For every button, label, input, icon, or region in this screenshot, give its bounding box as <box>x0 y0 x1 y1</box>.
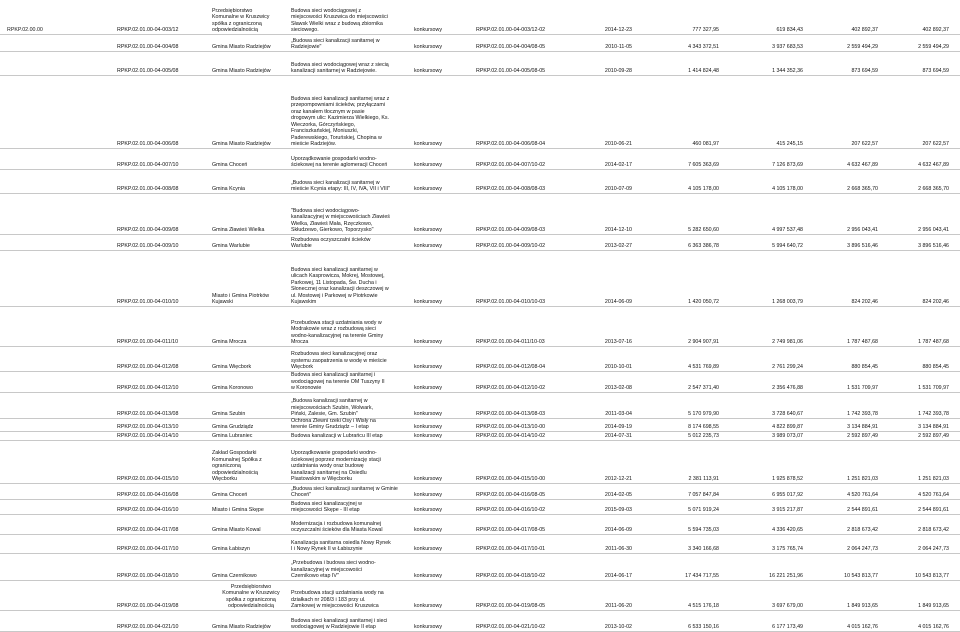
eu-cofinancing-cell: 3 896 516,46 <box>847 243 878 250</box>
total-value-cell: 5 012 235,73 <box>688 433 719 440</box>
project-id-cell: RPKP.02.01.00-04-018/10 <box>117 573 179 580</box>
total-value-cell: 460 081,97 <box>692 141 719 148</box>
eligible-value-cell: 1 925 878,52 <box>772 476 803 483</box>
beneficiary-cell: Gmina Choceń <box>212 162 248 169</box>
project-id-cell: RPKP.02.01.00-04-006/08 <box>117 141 179 148</box>
project-id-cell: RPKP.02.01.00-04-019/08 <box>117 603 179 610</box>
project-title-cell: Rozbudowa oczyszczalni ścieków Warlubie <box>291 236 371 250</box>
contract-id-cell: RPKP.02.01.00-04-015/10-00 <box>476 476 546 483</box>
eu-cofinancing-cell: 2 064 247,73 <box>847 546 878 553</box>
project-title-cell: „Budowa sieci kanalizacji sanitarnej w Radziejowie" <box>291 37 380 51</box>
table-row <box>0 346 960 372</box>
project-title-cell: Przebudowa stacji uzdatniania wody na działkach nr 208/3 i 183 przy ul. Zamkowej w miejscowości Kruszwica <box>291 590 384 610</box>
project-id-cell: RPKP.02.01.00-04-012/10 <box>117 385 179 392</box>
contract-id-cell: RPKP.02.01.00-04-016/08-05 <box>476 492 546 499</box>
contract-id-cell: RPKP.02.01.00-04-007/10-02 <box>476 162 546 169</box>
signing-date-cell: 2010-06-21 <box>604 141 632 148</box>
project-id-cell: RPKP.02.01.00-04-012/08 <box>117 364 179 371</box>
total-value-cell: 1 414 824,48 <box>688 68 719 75</box>
eu-cofinancing-total-cell: 3 134 884,91 <box>918 424 949 431</box>
beneficiary-cell: Gmina Łabiszyn <box>212 546 250 553</box>
eligible-value-cell: 3 697 679,00 <box>772 603 803 610</box>
selection-mode-cell: konkursowy <box>414 186 442 193</box>
beneficiary-cell: Gmina Grudziądz <box>212 424 254 431</box>
selection-mode-cell: konkursowy <box>414 476 442 483</box>
contract-id-cell: RPKP.02.01.00-04-014/10-02 <box>476 433 546 440</box>
project-title-cell: „Budowa sieci kanalizacji sanitarnej w mieście Kcynia etapy: III, IV, IVA, VII i VIII" <box>291 179 391 193</box>
project-title-cell: Ochrona Zlewni rzeki Osy i Wisły na terenie Gminy Grudziądz – I etap <box>291 417 376 431</box>
total-value-cell: 1 420 050,72 <box>688 299 719 306</box>
eu-cofinancing-cell: 824 202,46 <box>851 299 878 306</box>
total-value-cell: 5 071 919,24 <box>688 507 719 514</box>
contract-id-cell: RPKP.02.01.00-04-004/08-05 <box>476 44 546 51</box>
eu-cofinancing-total-cell: 4 632 467,89 <box>918 162 949 169</box>
eligible-value-cell: 619 834,43 <box>776 27 803 34</box>
signing-date-cell: 2010-07-09 <box>604 186 632 193</box>
eu-cofinancing-total-cell: 2 592 897,49 <box>918 433 949 440</box>
signing-date-cell: 2012-12-21 <box>604 476 632 483</box>
eu-cofinancing-total-cell: 402 892,37 <box>922 27 949 34</box>
eu-cofinancing-cell: 4 632 467,89 <box>847 162 878 169</box>
contract-id-cell: RPKP.02.01.00-04-019/08-05 <box>476 603 546 610</box>
project-title-cell: „Budowa sieci kanalizacji sanitarnej w Gminie Choceń" <box>291 485 398 499</box>
eu-cofinancing-total-cell: 2 544 891,61 <box>918 507 949 514</box>
table-row <box>0 51 960 76</box>
eu-cofinancing-total-cell: 2 818 673,42 <box>918 527 949 534</box>
total-value-cell: 6 533 150,16 <box>688 624 719 631</box>
table-row <box>0 75 960 149</box>
table-row <box>0 553 960 581</box>
project-title-cell: Budowa sieci kanalizacji sanitarnej wraz z przepompowniami ścieków, przyłączami oraz kanałem tłocznym w pasie drogowym ulic: Kazimierza Wielkiego, Ks. Wieczorka, Górczyńskiego, Franciszkańskiej, Moniuszki, Paderewskiego, Toruńskiej, Chopina w mieście Radziejów. <box>291 95 390 148</box>
signing-date-cell: 2014-07-31 <box>604 433 632 440</box>
contract-id-cell: RPKP.02.01.00-04-003/12-02 <box>476 27 546 34</box>
total-value-cell: 2 547 371,40 <box>688 385 719 392</box>
eu-cofinancing-cell: 2 559 494,29 <box>847 44 878 51</box>
table-row <box>0 499 960 515</box>
eligible-value-cell: 2 749 981,06 <box>772 339 803 346</box>
project-id-cell: RPKP.02.01.00-04-016/08 <box>117 492 179 499</box>
project-id-cell: RPKP.02.01.00-04-013/10 <box>117 424 179 431</box>
eu-cofinancing-cell: 4 520 761,64 <box>847 492 878 499</box>
project-id-cell: RPKP.02.01.00-04-008/08 <box>117 186 179 193</box>
total-value-cell: 2 904 907,91 <box>688 339 719 346</box>
signing-date-cell: 2014-12-23 <box>604 27 632 34</box>
eligible-value-cell: 4 997 537,48 <box>772 227 803 234</box>
project-id-cell: RPKP.02.01.00-04-009/08 <box>117 227 179 234</box>
eu-cofinancing-cell: 1 531 709,97 <box>847 385 878 392</box>
eu-cofinancing-total-cell: 1 849 913,65 <box>918 603 949 610</box>
project-id-cell: RPKP.02.01.00-04-004/08 <box>117 44 179 51</box>
signing-date-cell: 2014-12-10 <box>604 227 632 234</box>
project-title-cell: "Budowa sieci wodociągowo- kanalizacyjnej w miejscowościach Zławieś Wielka, Zławieś Mała, Rzęczkowo, Skłudzewo, Gierkowo, Toporzysko" <box>291 207 390 234</box>
table-row <box>0 534 960 554</box>
project-title-cell: Budowa sieci kanalizacyjnej w miejscowości Skępe - III etap <box>291 500 362 514</box>
total-value-cell: 5 282 650,60 <box>688 227 719 234</box>
beneficiary-cell: Gmina Miasto Radziejów <box>212 141 271 148</box>
beneficiary-cell: Gmina Koronowo <box>212 385 253 392</box>
eligible-value-cell: 6 955 017,92 <box>772 492 803 499</box>
selection-mode-cell: konkursowy <box>414 364 442 371</box>
total-value-cell: 4 105 178,00 <box>688 186 719 193</box>
contract-id-cell: RPKP.02.01.00-04-009/10-02 <box>476 243 546 250</box>
selection-mode-cell: konkursowy <box>414 339 442 346</box>
total-value-cell: 17 434 717,55 <box>685 573 719 580</box>
eligible-value-cell: 3 937 683,53 <box>772 44 803 51</box>
eu-cofinancing-cell: 1 742 393,78 <box>847 411 878 418</box>
table-row <box>0 34 960 52</box>
selection-mode-cell: konkursowy <box>414 492 442 499</box>
eu-cofinancing-cell: 1 849 913,65 <box>847 603 878 610</box>
contract-id-cell: RPKP.02.01.00-04-005/08-05 <box>476 68 546 75</box>
selection-mode-cell: konkursowy <box>414 68 442 75</box>
eu-cofinancing-cell: 2 956 043,41 <box>847 227 878 234</box>
eligible-value-cell: 6 177 173,49 <box>772 624 803 631</box>
table-row <box>0 514 960 535</box>
project-title-cell: Budowa sieci kanalizacji sanitarnej w ulicach Kasprowicza, Mokrej, Mostowej, Parkowej, 11 Listopada, Św. Ducha i Słonecznej oraz kanalizacji deszczowej w ul. Mostowej i Parkowej w Piotrkowie Kujawskim <box>291 266 389 306</box>
selection-mode-cell: konkursowy <box>414 227 442 234</box>
eu-cofinancing-cell: 2 818 673,42 <box>847 527 878 534</box>
beneficiary-cell: Gmina Miasto Radziejów <box>212 44 271 51</box>
project-title-cell: Budowa kanalizacji w Lubrańcu III etap <box>291 433 383 440</box>
signing-date-cell: 2011-03-04 <box>605 411 632 418</box>
eu-cofinancing-total-cell: 1 787 487,68 <box>918 339 949 346</box>
project-title-cell: Rozbudowa sieci kanalizacyjnej oraz systemu zaopatrzenia w wodę w mieście Więcbork <box>291 351 387 371</box>
eu-cofinancing-cell: 880 854,45 <box>851 364 878 371</box>
eu-cofinancing-cell: 2 544 891,61 <box>847 507 878 514</box>
total-value-cell: 4 531 769,89 <box>688 364 719 371</box>
project-title-cell: Uporządkowanie gospodarki wodno- ściekowej poprzez modernizację stacji uzdatniania wody oraz budowę kanalizacji sanitarnej na Osiedlu Piastowskim w Więcborku <box>291 450 381 483</box>
signing-date-cell: 2014-06-09 <box>604 527 632 534</box>
beneficiary-cell: Gmina Miasto Radziejów <box>212 624 271 631</box>
table-row <box>0 306 960 347</box>
signing-date-cell: 2013-07-16 <box>604 339 632 346</box>
table-row <box>0 250 960 307</box>
total-value-cell: 7 605 363,69 <box>688 162 719 169</box>
total-value-cell: 4 515 176,18 <box>688 603 719 610</box>
beneficiary-cell: Zakład Gospodarki Komunalnej Spółka z ograniczoną odpowiedzialnością Więcborku <box>212 450 262 483</box>
project-id-cell: RPKP.02.01.00-04-017/10 <box>117 546 179 553</box>
contract-id-cell: RPKP.02.01.00-04-010/10-03 <box>476 299 546 306</box>
eu-cofinancing-total-cell: 2 559 494,29 <box>918 44 949 51</box>
contract-id-cell: RPKP.02.01.00-04-013/08-03 <box>476 411 546 418</box>
program-code-cell: RPKP.02.00.00 <box>7 27 43 34</box>
project-id-cell: RPKP.02.01.00-04-016/10 <box>117 507 179 514</box>
project-title-cell: Uporządkowanie gospodarki wodno- ściekowej na terenie aglomeracji Choceń <box>291 155 388 169</box>
beneficiary-cell: Gmina Choceń <box>212 492 248 499</box>
beneficiary-cell: Gmina Mrocza <box>212 339 247 346</box>
contract-id-cell: RPKP.02.01.00-04-017/08-05 <box>476 527 546 534</box>
eu-cofinancing-total-cell: 2 956 043,41 <box>918 227 949 234</box>
beneficiary-cell: Miasto i Gmina Piotrków Kujawski <box>212 292 270 306</box>
signing-date-cell: 2011-06-30 <box>605 546 632 553</box>
eligible-value-cell: 4 336 420,65 <box>772 527 803 534</box>
eu-cofinancing-total-cell: 2 064 247,73 <box>918 546 949 553</box>
signing-date-cell: 2015-09-03 <box>604 507 632 514</box>
table-row <box>0 440 960 484</box>
eligible-value-cell: 1 344 352,36 <box>772 68 803 75</box>
eu-cofinancing-total-cell: 1 251 821,03 <box>918 476 949 483</box>
eu-cofinancing-cell: 207 622,57 <box>851 141 878 148</box>
eligible-value-cell: 1 268 003,79 <box>772 299 803 306</box>
selection-mode-cell: konkursowy <box>414 624 442 631</box>
beneficiary-cell: Przedsiębiorstwo Komunalne w Kruszwicy spółka z ograniczoną odpowiedzialnością <box>222 583 280 610</box>
signing-date-cell: 2013-02-27 <box>604 243 632 250</box>
project-id-cell: RPKP.02.01.00-04-009/10 <box>117 243 179 250</box>
project-title-cell: „Przebudowa i budowa sieci wodno- kanalizacyjnej w miejscowości Czernikowo etap IV" <box>291 560 376 580</box>
project-title-cell: Modernizacja i rozbudowa komunalnej oczyszczalni ścieków dla Miasta Kowal <box>291 520 383 534</box>
beneficiary-cell: Gmina Szubin <box>212 411 246 418</box>
eu-cofinancing-cell: 402 892,37 <box>851 27 878 34</box>
table-row <box>0 371 960 393</box>
beneficiary-cell: Miasto i Gmina Skępe <box>212 507 264 514</box>
eligible-value-cell: 3 989 073,07 <box>772 433 803 440</box>
eu-cofinancing-total-cell: 873 694,59 <box>922 68 949 75</box>
signing-date-cell: 2014-09-19 <box>604 424 632 431</box>
table-row <box>0 0 960 35</box>
selection-mode-cell: konkursowy <box>414 385 442 392</box>
eligible-value-cell: 4 822 899,87 <box>772 424 803 431</box>
total-value-cell: 7 057 847,84 <box>688 492 719 499</box>
contract-id-cell: RPKP.02.01.00-04-009/08-03 <box>476 227 546 234</box>
eligible-value-cell: 4 105 178,00 <box>772 186 803 193</box>
contract-id-cell: RPKP.02.01.00-04-021/10-02 <box>476 624 546 631</box>
eligible-value-cell: 5 994 640,72 <box>772 243 803 250</box>
beneficiary-cell: Gmina Miasto Radziejów <box>212 68 271 75</box>
eligible-value-cell: 3 915 217,87 <box>772 507 803 514</box>
total-value-cell: 777 327,95 <box>692 27 719 34</box>
eu-cofinancing-cell: 10 543 813,77 <box>844 573 878 580</box>
eu-cofinancing-cell: 2 668 365,70 <box>847 186 878 193</box>
table-row <box>0 610 960 632</box>
project-title-cell: Budowa sieci wodociągowej wraz z siecią kanalizacji sanitarnej w Radziejowie. <box>291 61 389 75</box>
selection-mode-cell: konkursowy <box>414 573 442 580</box>
table-row <box>0 418 960 432</box>
eligible-value-cell: 16 221 251,96 <box>769 573 803 580</box>
signing-date-cell: 2010-09-28 <box>604 68 632 75</box>
project-id-cell: RPKP.02.01.00-04-007/10 <box>117 162 179 169</box>
eu-cofinancing-total-cell: 1 742 393,78 <box>918 411 949 418</box>
contract-id-cell: RPKP.02.01.00-04-011/10-03 <box>476 339 545 346</box>
beneficiary-cell: Przedsiębiorstwo Komunalne w Kruszwicy spółka z ograniczoną odpowiedzialnością <box>212 7 270 34</box>
eu-cofinancing-total-cell: 3 896 516,46 <box>918 243 949 250</box>
eligible-value-cell: 2 356 476,88 <box>772 385 803 392</box>
table-row <box>0 392 960 419</box>
contract-id-cell: RPKP.02.01.00-04-006/08-04 <box>476 141 546 148</box>
table-row <box>0 234 960 251</box>
project-title-cell: Budowa sieci kanalizacji sanitarnej i sieci wodociągowej w Radziejowie II etap <box>291 617 388 631</box>
signing-date-cell: 2010-10-01 <box>604 364 632 371</box>
total-value-cell: 6 363 386,78 <box>688 243 719 250</box>
beneficiary-cell: Gmina Warlubie <box>212 243 250 250</box>
signing-date-cell: 2014-02-05 <box>604 492 632 499</box>
beneficiary-cell: Gmina Czernikowo <box>212 573 257 580</box>
project-id-cell: RPKP.02.01.00-04-017/08 <box>117 527 179 534</box>
contract-id-cell: RPKP.02.01.00-04-017/10-01 <box>476 546 546 553</box>
eu-cofinancing-total-cell: 4 015 162,76 <box>918 624 949 631</box>
selection-mode-cell: konkursowy <box>414 162 442 169</box>
eligible-value-cell: 3 728 640,67 <box>772 411 803 418</box>
table-row <box>0 169 960 194</box>
project-id-cell: RPKP.02.01.00-04-003/12 <box>117 27 179 34</box>
selection-mode-cell: konkursowy <box>414 507 442 514</box>
selection-mode-cell: konkursowy <box>414 243 442 250</box>
beneficiary-cell: Gmina Lubraniec <box>212 433 253 440</box>
selection-mode-cell: konkursowy <box>414 527 442 534</box>
total-value-cell: 5 170 979,90 <box>688 411 719 418</box>
selection-mode-cell: konkursowy <box>414 433 442 440</box>
total-value-cell: 5 594 735,03 <box>688 527 719 534</box>
eu-cofinancing-total-cell: 1 531 709,97 <box>918 385 949 392</box>
contract-id-cell: RPKP.02.01.00-04-018/10-02 <box>476 573 546 580</box>
table-row <box>0 148 960 170</box>
beneficiary-cell: Gmina Miasto Kowal <box>212 527 261 534</box>
selection-mode-cell: konkursowy <box>414 424 442 431</box>
eu-cofinancing-cell: 873 694,59 <box>851 68 878 75</box>
eligible-value-cell: 3 175 765,74 <box>772 546 803 553</box>
table-row <box>0 193 960 235</box>
project-title-cell: Budowa sieci wodociągowej z miejscowości Kruszwica do miejscowości Sławsk Wielki wraz z budową zbiornika sieciowego. <box>291 7 388 34</box>
beneficiary-cell: Gmina Kcynia <box>212 186 245 193</box>
signing-date-cell: 2010-11-05 <box>605 44 632 51</box>
contract-id-cell: RPKP.02.01.00-04-008/08-03 <box>476 186 546 193</box>
eu-cofinancing-total-cell: 2 668 365,70 <box>918 186 949 193</box>
project-title-cell: Budowa sieci kanalizacji sanitarnej i wodociągowej na terenie OM Tuszyny II w Koronowie <box>291 372 385 392</box>
eligible-value-cell: 415 245,15 <box>776 141 803 148</box>
eu-cofinancing-cell: 2 592 897,49 <box>847 433 878 440</box>
signing-date-cell: 2014-06-17 <box>604 573 632 580</box>
project-id-cell: RPKP.02.01.00-04-014/10 <box>117 433 179 440</box>
selection-mode-cell: konkursowy <box>414 44 442 51</box>
project-title-cell: Kanalizacja sanitarna osiedla Nowy Rynek I i Nowy Rynek II w Łabiszynie <box>291 539 391 553</box>
project-title-cell: „Budowa kanalizacji sanitarnej w miejscowościach Szubin, Wolwark, Piński, Zalesie, Gm. Szubin" <box>291 398 374 418</box>
beneficiary-cell: Gmina Więcbork <box>212 364 252 371</box>
eu-cofinancing-total-cell: 10 543 813,77 <box>915 573 949 580</box>
selection-mode-cell: konkursowy <box>414 603 442 610</box>
contract-id-cell: RPKP.02.01.00-04-013/10-00 <box>476 424 546 431</box>
signing-date-cell: 2011-06-20 <box>605 603 632 610</box>
signing-date-cell: 2013-10-02 <box>604 624 632 631</box>
signing-date-cell: 2014-02-17 <box>604 162 632 169</box>
contract-id-cell: RPKP.02.01.00-04-012/10-02 <box>476 385 546 392</box>
total-value-cell: 3 340 166,68 <box>688 546 719 553</box>
selection-mode-cell: konkursowy <box>414 299 442 306</box>
project-id-cell: RPKP.02.01.00-04-013/08 <box>117 411 179 418</box>
project-id-cell: RPKP.02.01.00-04-011/10 <box>117 339 179 346</box>
selection-mode-cell: konkursowy <box>414 141 442 148</box>
eu-cofinancing-cell: 1 251 821,03 <box>847 476 878 483</box>
eligible-value-cell: 7 126 873,69 <box>772 162 803 169</box>
project-title-cell: Przebudowa stacji uzdatniania wody w Modrakowie wraz z rozbudową sieci wodno-kanalizacyjnej na terenie Gminy Mrocza <box>291 319 384 346</box>
table-row <box>0 483 960 500</box>
project-id-cell: RPKP.02.01.00-04-015/10 <box>117 476 179 483</box>
total-value-cell: 2 381 113,91 <box>688 476 719 483</box>
signing-date-cell: 2013-02-08 <box>604 385 632 392</box>
total-value-cell: 8 174 698,55 <box>688 424 719 431</box>
selection-mode-cell: konkursowy <box>414 411 442 418</box>
project-id-cell: RPKP.02.01.00-04-005/08 <box>117 68 179 75</box>
project-id-cell: RPKP.02.01.00-04-021/10 <box>117 624 179 631</box>
eu-cofinancing-total-cell: 207 622,57 <box>922 141 949 148</box>
eu-cofinancing-total-cell: 824 202,46 <box>922 299 949 306</box>
eu-cofinancing-cell: 1 787 487,68 <box>847 339 878 346</box>
total-value-cell: 4 343 372,51 <box>688 44 719 51</box>
eligible-value-cell: 2 761 299,24 <box>772 364 803 371</box>
beneficiary-cell: Gmina Zławieś Wielka <box>212 227 265 234</box>
signing-date-cell: 2014-06-09 <box>604 299 632 306</box>
eu-cofinancing-cell: 4 015 162,76 <box>847 624 878 631</box>
project-id-cell: RPKP.02.01.00-04-010/10 <box>117 299 179 306</box>
eu-cofinancing-total-cell: 4 520 761,64 <box>918 492 949 499</box>
eu-cofinancing-cell: 3 134 884,91 <box>847 424 878 431</box>
eu-cofinancing-total-cell: 880 854,45 <box>922 364 949 371</box>
table-row <box>0 580 960 611</box>
selection-mode-cell: konkursowy <box>414 546 442 553</box>
contract-id-cell: RPKP.02.01.00-04-012/08-04 <box>476 364 546 371</box>
selection-mode-cell: konkursowy <box>414 27 442 34</box>
contract-id-cell: RPKP.02.01.00-04-016/10-02 <box>476 507 546 514</box>
